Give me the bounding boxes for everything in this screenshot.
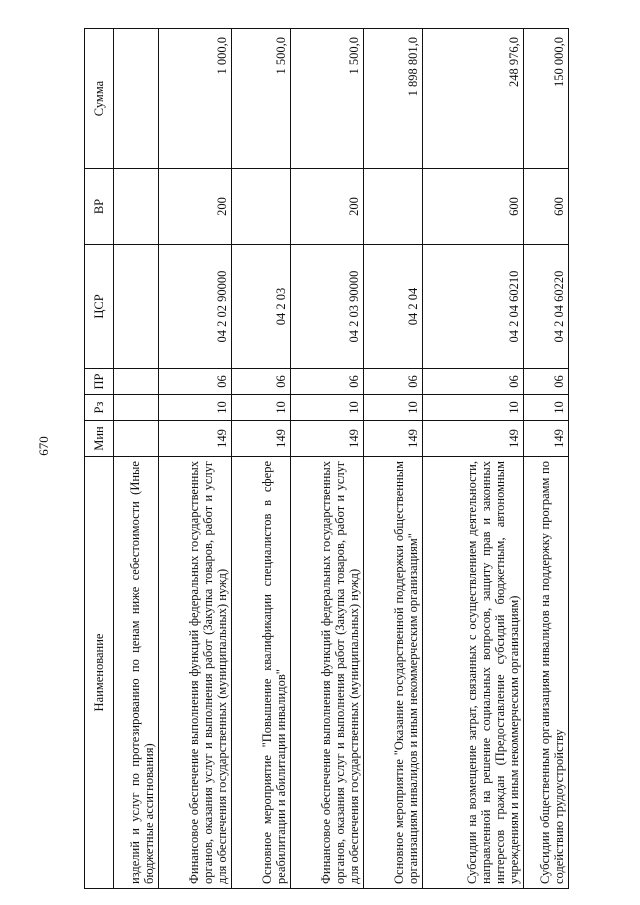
header-csr: ЦСР (85, 245, 114, 369)
row-name: Субсидии на возмещение затрат, связанных с осуществлением деятельности, направленной на решение социальных вопросов, защиту прав и законных интересов граждан (Предоставление субсидий бюджетным, автономным учреждениям и иным некоммерческим организациям) (423, 457, 524, 889)
row-min (114, 421, 159, 457)
row-pr (114, 369, 159, 395)
row-pr: 06 (524, 369, 569, 395)
row-vr (232, 169, 291, 245)
row-vr (114, 169, 159, 245)
row-rz: 10 (232, 395, 291, 421)
table-row (114, 29, 159, 889)
row-csr: 04 2 03 (232, 245, 291, 369)
row-sum: 150 000,0 (524, 29, 569, 169)
row-vr: 200 (159, 169, 232, 245)
row-name: Финансовое обеспечение выполнения функций федеральных государственных органов, оказания услуг и выполнения работ (Закупка товаров, работ и услуг для обеспечения государственных (муниципальных) нужд) (291, 457, 364, 889)
row-sum: 1 000,0 (159, 29, 232, 169)
row-min: 149 (232, 421, 291, 457)
row-name: Финансовое обеспечение выполнения функций федеральных государственных органов, оказания услуг и выполнения работ (Закупка товаров, работ и услуг для обеспечения государственных (муниципальных) нужд) (159, 457, 232, 889)
row-sum: 1 898 801,0 (364, 29, 423, 169)
row-sum: 1 500,0 (291, 29, 364, 169)
header-name: Наименование (85, 457, 114, 889)
header-pr: ПР (85, 369, 114, 395)
row-csr: 04 2 03 90000 (291, 245, 364, 369)
row-min: 149 (364, 421, 423, 457)
row-pr: 06 (159, 369, 232, 395)
row-name: Основное мероприятие "Повышение квалификации специалистов в сфере реабилитации и абилитации инвалидов" (232, 457, 291, 889)
budget-table-rotated (84, 29, 579, 889)
row-rz: 10 (364, 395, 423, 421)
row-vr: 200 (291, 169, 364, 245)
row-sum: 248 976,0 (423, 29, 524, 169)
row-rz: 10 (423, 395, 524, 421)
table-row (232, 29, 291, 889)
row-csr (114, 245, 159, 369)
page-number: 670 (36, 436, 51, 456)
table-row (364, 29, 423, 889)
row-pr: 06 (232, 369, 291, 395)
row-pr: 06 (291, 369, 364, 395)
row-csr: 04 2 04 60210 (423, 245, 524, 369)
row-min: 149 (291, 421, 364, 457)
row-sum: 1 500,0 (232, 29, 291, 169)
row-vr: 600 (524, 169, 569, 245)
row-name: Субсидии общественным организациям инвалидов на поддержку программ по содействию трудоустройству (524, 457, 569, 889)
header-row (85, 29, 114, 889)
header-vr: ВР (85, 169, 114, 245)
row-pr: 06 (423, 369, 524, 395)
budget-table (84, 28, 569, 889)
header-min: Мин (85, 421, 114, 457)
row-name: изделий и услуг по протезированию по ценам ниже себестоимости (Иные бюджетные ассигнования) (114, 457, 159, 889)
row-min: 149 (159, 421, 232, 457)
row-rz: 10 (524, 395, 569, 421)
row-csr: 04 2 04 60220 (524, 245, 569, 369)
table-row (423, 29, 524, 889)
row-vr (364, 169, 423, 245)
header-rz: Рз (85, 395, 114, 421)
row-rz: 10 (159, 395, 232, 421)
row-name: Основное мероприятие "Оказание государственной поддержки общественным организациям инвалидов и иным некоммерческим организациям" (364, 457, 423, 889)
header-sum: Сумма (85, 29, 114, 169)
row-csr: 04 2 04 (364, 245, 423, 369)
row-csr: 04 2 02 90000 (159, 245, 232, 369)
row-rz (114, 395, 159, 421)
row-rz: 10 (291, 395, 364, 421)
table-row (159, 29, 232, 889)
row-min: 149 (423, 421, 524, 457)
row-sum (114, 29, 159, 169)
table-row (524, 29, 569, 889)
row-min: 149 (524, 421, 569, 457)
table-row (291, 29, 364, 889)
row-vr: 600 (423, 169, 524, 245)
row-pr: 06 (364, 369, 423, 395)
